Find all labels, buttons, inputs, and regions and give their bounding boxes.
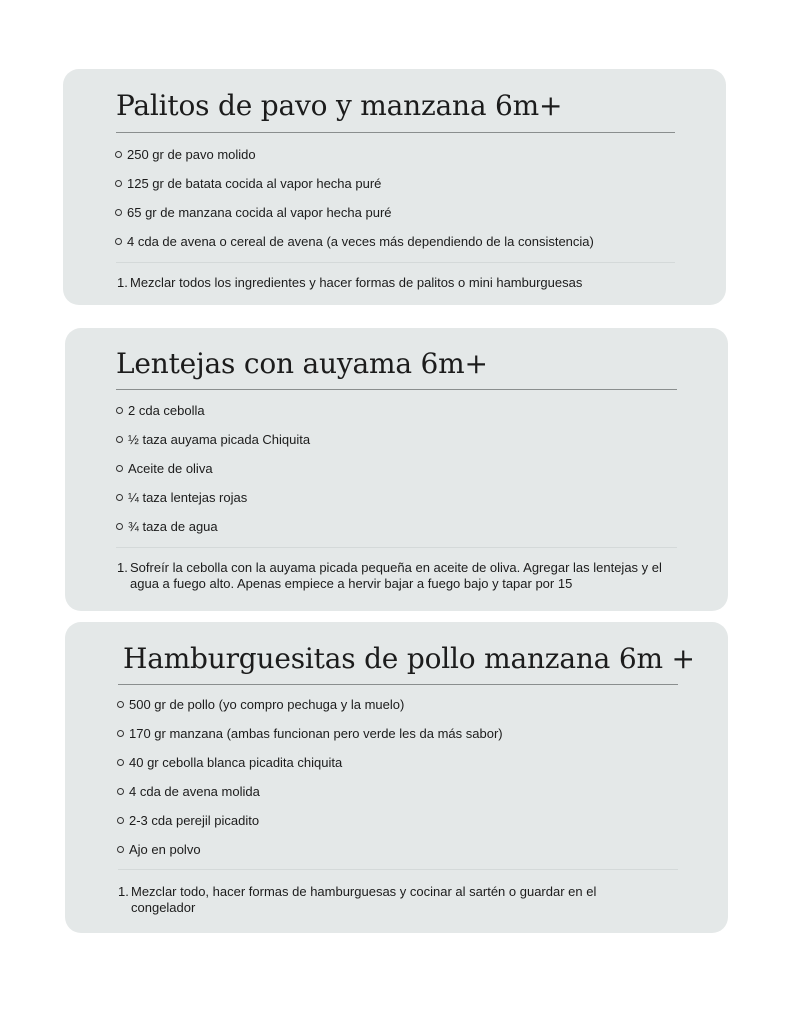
ingredient-item: ¼ taza lentejas rojas (116, 483, 310, 512)
title-divider (116, 132, 675, 133)
bullet-icon (117, 817, 124, 824)
bullet-icon (116, 436, 123, 443)
title-divider (116, 389, 677, 390)
step-number: 1. (118, 884, 129, 899)
ingredient-item: 125 gr de batata cocida al vapor hecha puré (115, 169, 594, 198)
bullet-icon (117, 846, 124, 853)
ingredient-item: 2 cda cebolla (116, 396, 310, 425)
recipe-title: Lentejas con auyama 6m+ (116, 347, 488, 380)
recipe-step (118, 884, 658, 916)
step-divider (116, 262, 675, 263)
recipe-card-lentejas (65, 328, 728, 611)
ingredient-item: 65 gr de manzana cocida al vapor hecha puré (115, 198, 594, 227)
recipe-card-palitos (63, 69, 726, 305)
ingredient-list (117, 690, 503, 864)
bullet-icon (116, 407, 123, 414)
recipe-title: Palitos de pavo y manzana 6m+ (116, 89, 563, 122)
ingredient-item: 4 cda de avena o cereal de avena (a veces más dependiendo de la consistencia) (115, 227, 594, 256)
step-number: 1. (117, 275, 128, 290)
bullet-icon (115, 209, 122, 216)
step-text: Mezclar todos los ingredientes y hacer formas de palitos o mini hamburguesas (130, 275, 583, 290)
step-divider (116, 547, 677, 548)
bullet-icon (117, 701, 124, 708)
recipe-step (117, 560, 687, 592)
bullet-icon (117, 730, 124, 737)
bullet-icon (116, 465, 123, 472)
ingredient-item: 4 cda de avena molida (117, 777, 503, 806)
recipe-step (117, 275, 677, 291)
ingredient-item: 170 gr manzana (ambas funcionan pero verde les da más sabor) (117, 719, 503, 748)
ingredient-item: 40 gr cebolla blanca picadita chiquita (117, 748, 503, 777)
title-divider (118, 684, 678, 685)
bullet-icon (115, 180, 122, 187)
ingredient-item: Ajo en polvo (117, 835, 503, 864)
step-number: 1. (117, 560, 128, 575)
ingredient-item: ¾ taza de agua (116, 512, 310, 541)
ingredient-list (115, 140, 594, 256)
ingredient-item: ½ taza auyama picada Chiquita (116, 425, 310, 454)
step-text: Mezclar todo, hacer formas de hamburguesas y cocinar al sartén o guardar en el congelador (131, 884, 597, 915)
step-divider (118, 869, 678, 870)
recipe-card-hamburguesitas (65, 622, 728, 933)
ingredient-item: 2-3 cda perejil picadito (117, 806, 503, 835)
bullet-icon (117, 788, 124, 795)
step-text: Sofreír la cebolla con la auyama picada pequeña en aceite de oliva. Agregar las lentejas y el agua a fuego alto. Apenas empiece a hervir bajar a fuego bajo y tapar por 15 (130, 560, 662, 591)
recipe-title: Hamburguesitas de pollo manzana 6m + (123, 642, 695, 675)
ingredient-item: 500 gr de pollo (yo compro pechuga y la muelo) (117, 690, 503, 719)
ingredient-item: 250 gr de pavo molido (115, 140, 594, 169)
bullet-icon (116, 494, 123, 501)
bullet-icon (115, 238, 122, 245)
ingredient-list (116, 396, 310, 541)
ingredient-item: Aceite de oliva (116, 454, 310, 483)
bullet-icon (116, 523, 123, 530)
bullet-icon (115, 151, 122, 158)
bullet-icon (117, 759, 124, 766)
